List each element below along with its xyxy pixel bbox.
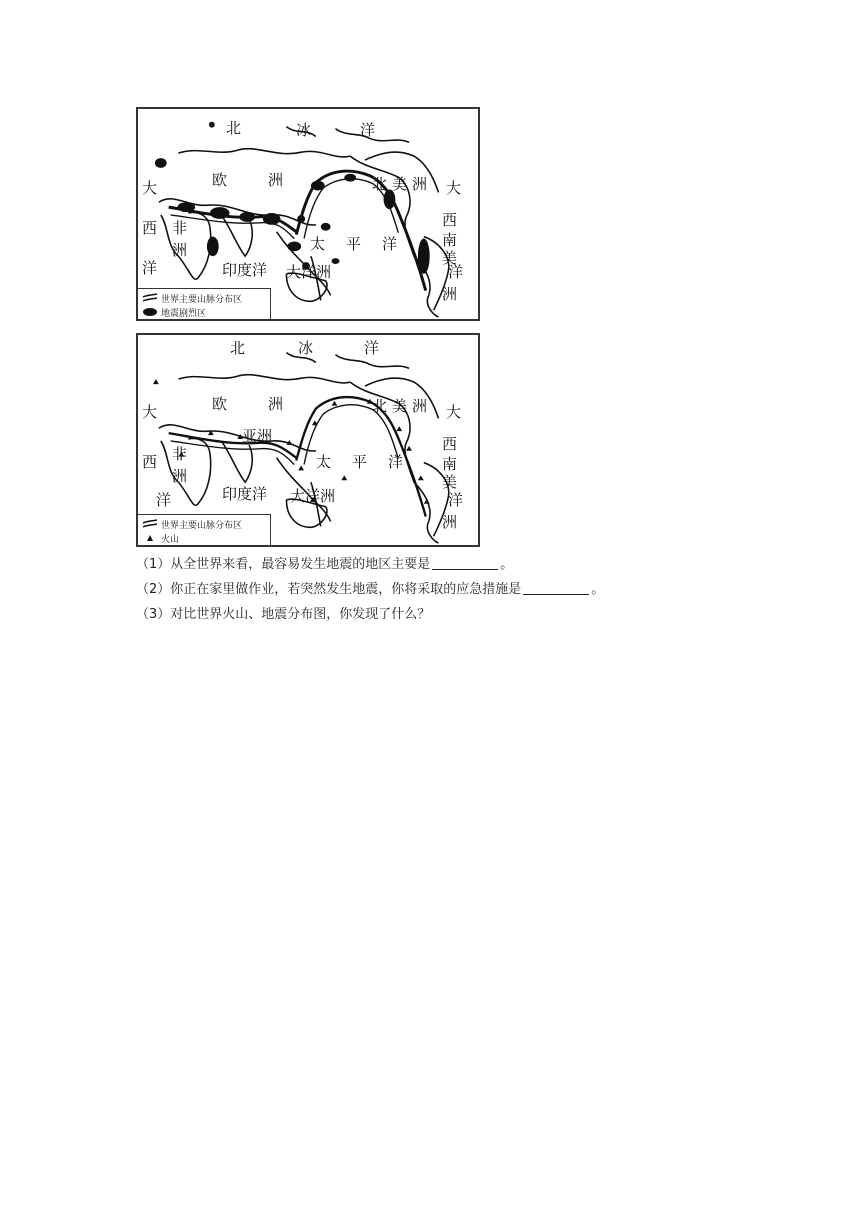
label-north: 北 [226,119,242,137]
label-indian-ocean: 印度洋 [222,485,268,503]
legend-mountains [142,518,242,530]
label-xi-left: 西 [142,453,158,471]
answer-blank-1[interactable] [432,555,498,570]
question-list [136,552,796,627]
label-bing: 冰 [296,121,312,139]
volcano-icon [142,533,158,543]
label-nan: 南 [442,455,458,473]
label-bei-na: 北 [372,175,388,193]
question-2 [136,577,796,602]
label-fei: 非 [172,219,188,237]
question-3-text: （3）对比世界火山、地震分布图，你发现了什么？ [136,607,431,622]
label-ping: 平 [352,453,368,471]
volcano-distribution-map [136,333,480,547]
label-da-right: 大 [446,403,462,421]
label-tai: 太 [310,235,326,253]
label-mei-sa: 美 [442,249,458,267]
label-north: 北 [230,339,246,357]
label-da-right: 大 [446,179,462,197]
label-xi-left: 西 [142,219,158,237]
label-xi-right: 西 [442,435,458,453]
label-zhou-sa: 洲 [442,285,458,303]
label-zhou-eu: 洲 [268,395,284,413]
legend-volcano-text: 火山 [161,534,180,545]
label-yang-pac: 洋 [382,235,398,253]
question-1-suffix: 。 [500,557,514,572]
legend-mountains [142,292,242,304]
label-asia: 亚洲 [242,427,273,445]
earthquake-distribution-map [136,107,480,321]
legend-mountains-text: 世界主要山脉分布区 [161,520,243,531]
label-yang-top: 洋 [360,121,376,139]
legend-quake-text: 地震剧烈区 [161,308,207,319]
label-indian-ocean: 印度洋 [222,261,268,279]
label-zhou-na: 洲 [412,397,428,415]
label-zhou-af: 洲 [172,467,188,485]
label-zhou-na: 洲 [412,175,428,193]
label-mei-na: 美 [392,175,408,193]
map-legend [138,288,271,321]
question-3 [136,602,796,627]
label-yang-left: 洋 [142,259,158,277]
question-1 [136,552,796,577]
legend-volcano [142,532,179,544]
legend-quake [142,306,206,318]
mountain-belt-icon [142,293,158,303]
label-oceania: 大洋洲 [286,263,332,281]
label-zhou-af: 洲 [172,241,188,259]
label-da-left: 大 [142,179,158,197]
label-mei-na: 美 [392,397,408,415]
question-2-suffix: 。 [591,582,605,597]
label-nan: 南 [442,231,458,249]
label-tai: 太 [316,453,332,471]
mountain-belt-icon [142,519,158,529]
label-yang-right: 洋 [448,491,464,509]
label-yang-top: 洋 [364,339,380,357]
label-ou: 欧 [212,395,228,413]
question-2-prefix: （2）你正在家里做作业，若突然发生地震，你将采取的应急措施是 [136,582,522,597]
label-yang-pac: 洋 [388,453,404,471]
map-legend [138,514,271,547]
label-zhou-sa: 洲 [442,513,458,531]
label-bei-na: 北 [372,397,388,415]
label-yang-left: 洋 [156,491,172,509]
label-yang-right: 洋 [448,263,464,281]
label-fei: 非 [172,445,188,463]
legend-mountains-text: 世界主要山脉分布区 [161,294,243,305]
label-bing: 冰 [298,339,314,357]
label-zhou-eu: 洲 [268,171,284,189]
label-oceania: 大洋洲 [290,487,336,505]
label-mei-sa: 美 [442,473,458,491]
question-1-prefix: （1）从全世界来看，最容易发生地震的地区主要是 [136,557,431,572]
quake-zone-icon [142,307,158,317]
label-da-left: 大 [142,403,158,421]
answer-blank-2[interactable] [523,580,589,595]
label-ping: 平 [346,235,362,253]
label-xi-right: 西 [442,211,458,229]
label-ou: 欧 [212,171,228,189]
